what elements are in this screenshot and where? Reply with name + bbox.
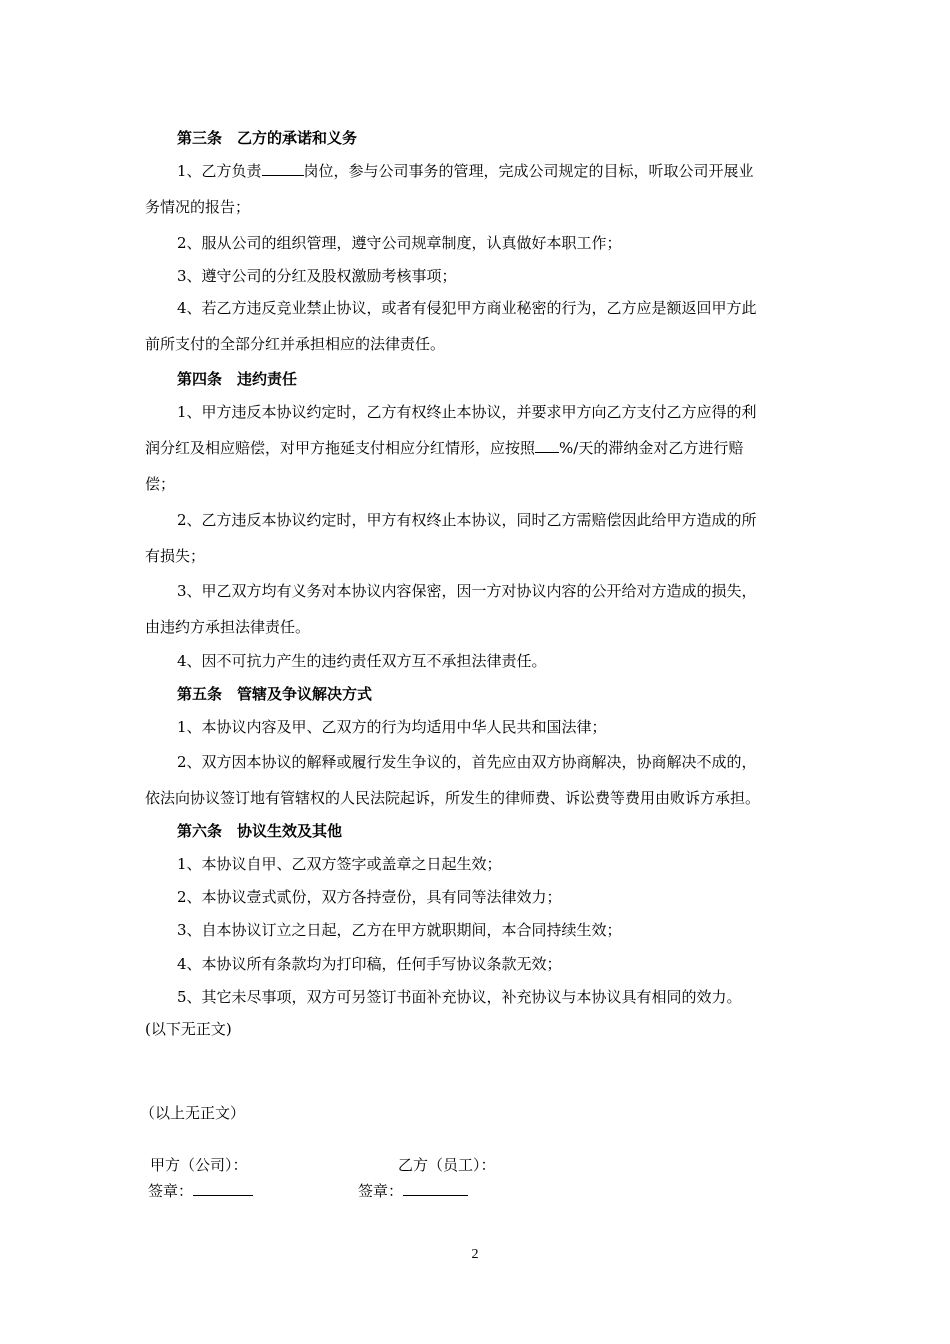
article-3-heading: 第三条 乙方的承诺和义务: [177, 129, 358, 147]
article-4-item-2-cont: 有损失；: [145, 547, 206, 565]
party-b-seal: [358, 1180, 468, 1202]
article-3-item-4-cont: 前所支付的全部分红并承担相应的法律责任。: [145, 335, 446, 353]
item-text: 润分红及相应赔偿，对甲方拖延支付相应分红情形，应按照: [145, 439, 536, 457]
item-text: %/天的滞纳金对乙方进行赔: [559, 439, 744, 457]
blank-field: [535, 438, 559, 453]
article-6-item-5: 5、其它未尽事项，双方可另签订书面补充协议，补充协议与本协议具有相同的效力。: [177, 988, 742, 1006]
item-text: 岗位，参与公司事务的管理，完成公司规定的目标，听取公司开展业: [303, 162, 754, 180]
article-6-item-3: 3、自本协议订立之日起，乙方在甲方就职期间，本合同持续生效；: [177, 921, 622, 939]
signature-line: [403, 1181, 468, 1196]
signature-line: [193, 1181, 253, 1196]
article-3-item-4: 4、若乙方违反竞业禁止协议，或者有侵犯甲方商业秘密的行为，乙方应是额返回甲方此: [177, 299, 757, 317]
seal-label: 签章：: [358, 1182, 404, 1200]
article-4-item-1-cont2: 偿；: [145, 475, 176, 493]
article-6-item-4: 4、本协议所有条款均为打印稿，任何手写协议条款无效；: [177, 955, 562, 973]
article-3-item-3: 3、遵守公司的分红及股权激励考核事项；: [177, 267, 457, 285]
article-4-item-2: 2、乙方违反本协议约定时，甲方有权终止本协议，同时乙方需赔偿因此给甲方造成的所: [177, 511, 757, 529]
article-4-item-1-cont: [145, 437, 810, 459]
end-note-above: （以上无正文）: [140, 1104, 246, 1122]
article-3-item-1: [177, 160, 842, 182]
end-note-below: (以下无正文): [145, 1020, 232, 1038]
article-6-heading: 第六条 协议生效及其他: [177, 822, 343, 840]
party-a-seal: [148, 1180, 253, 1202]
article-4-item-4: 4、因不可抗力产生的违约责任双方互不承担法律责任。: [177, 652, 547, 670]
article-4-item-1: 1、甲方违反本协议约定时，乙方有权终止本协议，并要求甲方向乙方支付乙方应得的利: [177, 403, 757, 421]
party-b-label: 乙方（员工）：: [398, 1156, 496, 1174]
article-5-item-2-cont: 依法向协议签订地有管辖权的人民法院起诉，所发生的律师费、诉讼费等费用由败诉方承担。: [145, 789, 761, 807]
blank-field: [262, 161, 304, 176]
article-5-heading: 第五条 管辖及争议解决方式: [177, 685, 373, 703]
article-4-heading: 第四条 违约责任: [177, 370, 298, 388]
article-6-item-2: 2、本协议壹式贰份，双方各持壹份，具有同等法律效力；: [177, 888, 562, 906]
article-5-item-1: 1、本协议内容及甲、乙双方的行为均适用中华人民共和国法律；: [177, 718, 607, 736]
article-6-item-1: 1、本协议自甲、乙双方签字或盖章之日起生效；: [177, 855, 502, 873]
article-5-item-2: 2、双方因本协议的解释或履行发生争议的，首先应由双方协商解决，协商解决不成的，: [177, 753, 757, 771]
article-3-item-2: 2、服从公司的组织管理，遵守公司规章制度，认真做好本职工作；: [177, 234, 622, 252]
seal-label: 签章：: [148, 1182, 194, 1200]
page-number: 2: [471, 1247, 479, 1262]
article-4-item-3-cont: 由违约方承担法律责任。: [145, 618, 311, 636]
article-4-item-3: 3、甲乙双方均有义务对本协议内容保密，因一方对协议内容的公开给对方造成的损失，: [177, 582, 757, 600]
article-3-item-1-cont: 务情况的报告；: [145, 198, 251, 216]
party-a-label: 甲方（公司）：: [150, 1156, 248, 1174]
item-text: 1、乙方负责: [177, 162, 262, 180]
